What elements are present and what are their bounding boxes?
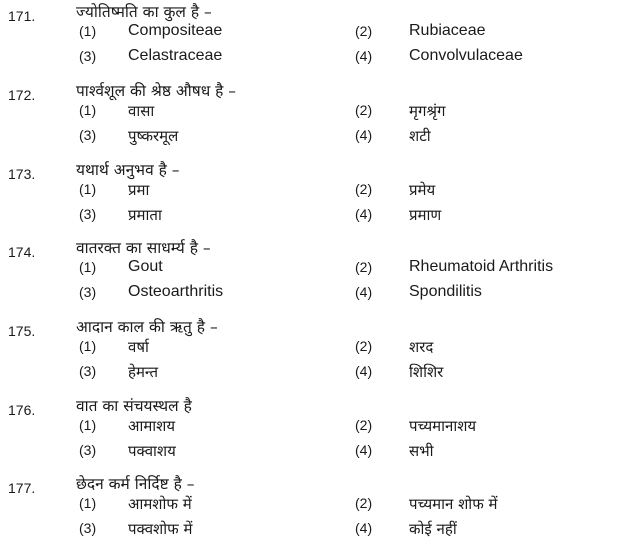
- option-text: Osteoarthritis: [128, 283, 224, 300]
- option-number: (4): [355, 127, 373, 143]
- option-text: वासा: [128, 102, 155, 120]
- option-number: (2): [355, 23, 373, 39]
- question-175: [0, 315, 617, 394]
- question-text: छेदन कर्म निर्दिष्ट है –: [76, 475, 195, 493]
- option-number: (2): [355, 259, 373, 275]
- option-number: (4): [355, 48, 373, 64]
- question-number: 172.: [8, 87, 36, 103]
- option-text: Rubiaceae: [409, 22, 486, 39]
- question-text: ज्योतिष्मति का कुल है –: [76, 3, 212, 21]
- option-number: (3): [79, 442, 97, 458]
- question-text: आदान काल की ऋतु है –: [76, 318, 218, 336]
- question-text: वात का संचयस्थल है: [76, 397, 192, 415]
- option-text: वर्षा: [128, 338, 149, 356]
- option-text: पच्यमानाशय: [409, 417, 477, 435]
- question-number: 177.: [8, 480, 36, 496]
- question-number: 175.: [8, 323, 36, 339]
- option-number: (1): [79, 417, 97, 433]
- option-number: (3): [79, 206, 97, 222]
- question-174: [0, 236, 617, 315]
- option-number: (1): [79, 102, 97, 118]
- option-text: Convolvulaceae: [409, 47, 523, 64]
- option-number: (4): [355, 363, 373, 379]
- option-text: कोई नहीं: [409, 520, 457, 538]
- option-text: सभी: [409, 442, 434, 460]
- option-number: (3): [79, 284, 97, 300]
- option-number: (3): [79, 363, 97, 379]
- option-text: हेमन्त: [128, 363, 159, 381]
- option-number: (2): [355, 338, 373, 354]
- question-number: 174.: [8, 244, 36, 260]
- question-number: 176.: [8, 402, 36, 418]
- option-text: पक्वाशय: [128, 442, 176, 460]
- question-number: 173.: [8, 166, 36, 182]
- option-text: प्रमा: [128, 181, 150, 199]
- option-text: प्रमाण: [409, 206, 442, 224]
- option-number: (1): [79, 259, 97, 275]
- option-text: मृगश्रृंग: [409, 102, 446, 120]
- question-176: [0, 394, 617, 473]
- question-173: [0, 158, 617, 237]
- option-text: Compositeae: [128, 22, 223, 39]
- option-number: (1): [79, 181, 97, 197]
- option-number: (4): [355, 520, 373, 536]
- option-text: शटी: [409, 127, 431, 145]
- question-text: यथार्थ अनुभव है –: [76, 161, 180, 179]
- option-number: (2): [355, 495, 373, 511]
- question-171: [0, 0, 617, 79]
- option-number: (3): [79, 48, 97, 64]
- option-number: (4): [355, 206, 373, 222]
- option-text: आमशोफ में: [128, 495, 192, 513]
- option-text: शरद: [409, 338, 434, 356]
- option-number: (4): [355, 284, 373, 300]
- option-text: Gout: [128, 258, 163, 275]
- option-number: (2): [355, 417, 373, 433]
- option-number: (3): [79, 520, 97, 536]
- option-text: पुष्करमूल: [128, 127, 179, 145]
- option-number: (2): [355, 102, 373, 118]
- question-number: 171.: [8, 8, 36, 24]
- option-text: प्रमाता: [128, 206, 162, 224]
- question-172: [0, 79, 617, 158]
- option-text: प्रमेय: [409, 181, 436, 199]
- option-number: (3): [79, 127, 97, 143]
- option-text: आमाशय: [128, 417, 176, 435]
- option-text: Rheumatoid Arthritis: [409, 258, 554, 275]
- question-text: पार्श्वशूल की श्रेष्ठ औषध है –: [76, 82, 237, 100]
- option-text: पच्यमान शोफ में: [409, 495, 498, 513]
- option-text: पक्वशोफ में: [128, 520, 193, 538]
- question-text: वातरक्त का साधर्म्य है –: [76, 239, 211, 257]
- option-text: Celastraceae: [128, 47, 223, 64]
- option-text: शिशिर: [409, 363, 444, 381]
- option-number: (1): [79, 23, 97, 39]
- option-number: (1): [79, 338, 97, 354]
- option-number: (1): [79, 495, 97, 511]
- option-text: Spondilitis: [409, 283, 482, 300]
- option-number: (2): [355, 181, 373, 197]
- option-number: (4): [355, 442, 373, 458]
- question-177: [0, 472, 617, 551]
